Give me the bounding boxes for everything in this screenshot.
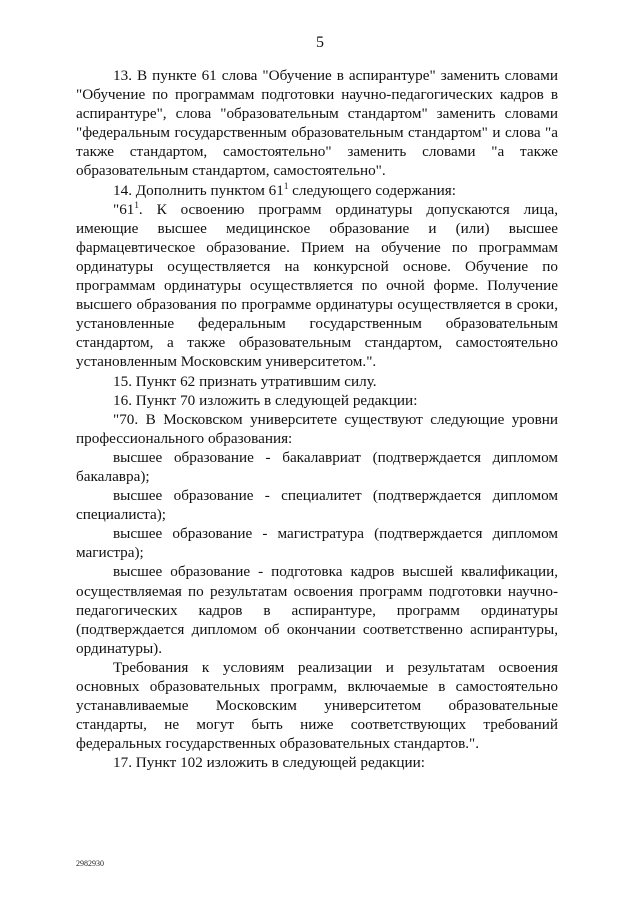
paragraph-text: следующего содержания: bbox=[288, 181, 456, 199]
document-body bbox=[76, 66, 558, 772]
paragraph-level-specialist: высшее образование - специалитет (подтверждается дипломом специалиста); bbox=[76, 487, 558, 524]
paragraph-point-70: "70. В Московском университете существуют следующие уровни профессионального образования: bbox=[76, 410, 558, 447]
paragraph-level-higher-qualification: высшее образование - подготовка кадров высшей квалификации, осуществляемая по результатам освоения программ подготовки научно-педагогических кадров в аспирантуре, программ ординатуры (подтверждается дипломом об окончании соответственно аспирантуры, ординатуры). bbox=[76, 563, 558, 657]
paragraph-point-61-1 bbox=[76, 200, 558, 372]
paragraph-item-13: 13. В пункте 61 слова "Обучение в аспирантуре" заменить словами "Обучение по программам подготовки научно-педагогических кадров в аспирантуре", слова "образовательным стандартом" заменить словами "федеральным государственным образовательным стандартом" и слова "а также стандартом, самостоятельно" заменить словами "а также образовательным стандартом, самостоятельно". bbox=[76, 67, 558, 180]
page-number: 5 bbox=[316, 34, 324, 51]
paragraph-level-bachelor: высшее образование - бакалавриат (подтверждается дипломом бакалавра); bbox=[76, 448, 558, 485]
paragraph-item-15: 15. Пункт 62 признать утратившим силу. bbox=[113, 372, 377, 390]
document-code: 2982930 bbox=[76, 859, 104, 868]
paragraph-level-master: высшее образование - магистратура (подтверждается дипломом магистра); bbox=[76, 525, 558, 562]
paragraph-text: "61 bbox=[113, 200, 135, 218]
paragraph-text: . К освоению программ ординатуры допускаются лица, имеющие высшее медицинское образование и (или) высшее фармацевтическое образование. Прием на обучение по программам ординатуры осуществляется на конкурсной основе. Обучение по программам ординатуры осуществляется по очной форме. Получение высшего образования по программе ординатуры осуществляется в сроки, установленные федеральным государственным образовательным стандартом, а также образовательным стандартом, самостоятельно установленным Московским университетом.". bbox=[76, 200, 558, 371]
paragraph-text: 14. Дополнить пунктом 61 bbox=[113, 181, 284, 199]
paragraph-requirements: Требования к условиям реализации и результатам освоения основных образовательных программ, включаемые в самостоятельно устанавливаемые Московским университетом образовательные стандарты, не могут быть ниже соответствующих требований федеральных государственных образовательных стандартов.". bbox=[76, 658, 558, 753]
superscript: 1 bbox=[283, 180, 289, 191]
paragraph-item-16: 16. Пункт 70 изложить в следующей редакции: bbox=[113, 391, 418, 409]
superscript: 1 bbox=[134, 199, 139, 210]
paragraph-item-17: 17. Пункт 102 изложить в следующей редакции: bbox=[113, 754, 426, 772]
paragraph-item-14 bbox=[76, 181, 558, 200]
